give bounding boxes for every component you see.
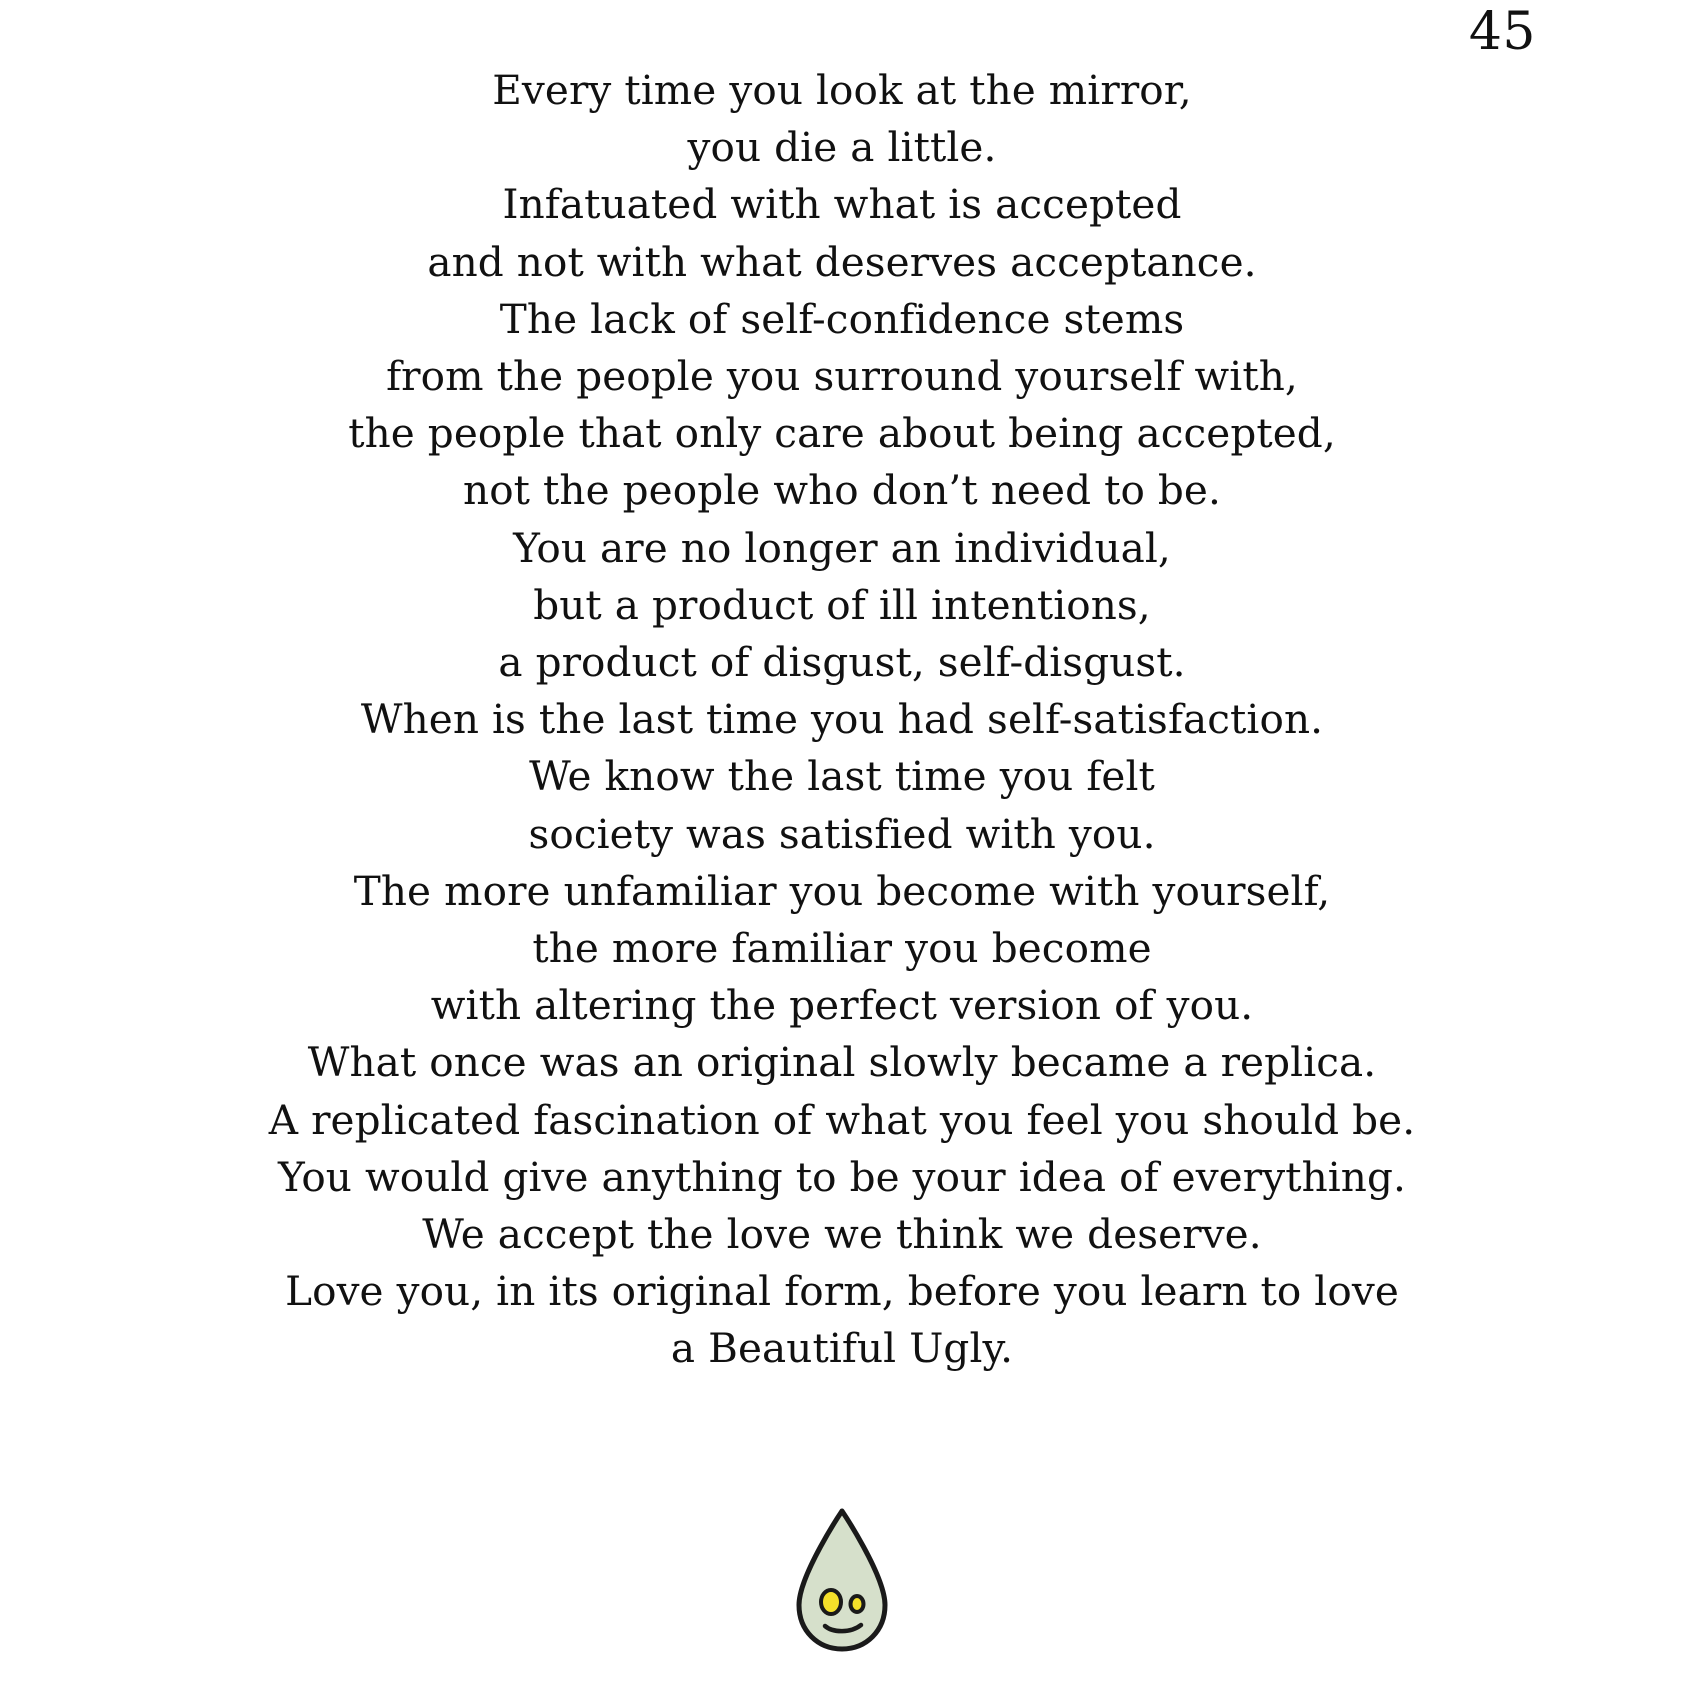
poem-line: and not with what deserves acceptance.: [427, 237, 1257, 286]
poem-line: A replicated fascination of what you feel you should be.: [268, 1095, 1416, 1144]
poem-body: [0, 62, 1684, 1378]
poem-line: not the people who don’t need to be.: [463, 466, 1221, 515]
poem-line: from the people you surround yourself with,: [386, 352, 1298, 401]
footer-illustration: [0, 1505, 1684, 1655]
poem-line: Every time you look at the mirror,: [492, 66, 1192, 114]
poem-line: but a product of ill intentions,: [533, 580, 1151, 629]
poem-line: The lack of self-confidence stems: [499, 294, 1185, 343]
poem-line: You would give anything to be your idea of everything.: [278, 1152, 1406, 1201]
poem-line: The more unfamiliar you become with yourself,: [353, 866, 1331, 915]
poem-line: with altering the perfect version of you.: [430, 981, 1254, 1030]
poem-line: You are no longer an individual,: [513, 523, 1171, 572]
page-number: 45: [1468, 2, 1536, 62]
poem-line: society was satisfied with you.: [528, 809, 1156, 858]
poem-line: a product of disgust, self-disgust.: [498, 638, 1186, 687]
poem-line: Love you, in its original form, before you learn to love: [285, 1267, 1399, 1316]
poem-line: a Beautiful Ugly.: [670, 1324, 1014, 1373]
poem-line: We know the last time you felt: [529, 752, 1155, 801]
poem-line: What once was an original slowly became a replica.: [307, 1038, 1377, 1087]
poem-line: When is the last time you had self-satisfaction.: [360, 695, 1324, 744]
poem-line: We accept the love we think we deserve.: [422, 1210, 1262, 1259]
poem-line: the people that only care about being accepted,: [348, 409, 1336, 458]
poem-line: the more familiar you become: [532, 924, 1152, 973]
poem-line: Infatuated with what is accepted: [502, 180, 1182, 229]
poem-line: you die a little.: [687, 123, 997, 172]
teardrop-face-icon: [787, 1505, 897, 1655]
